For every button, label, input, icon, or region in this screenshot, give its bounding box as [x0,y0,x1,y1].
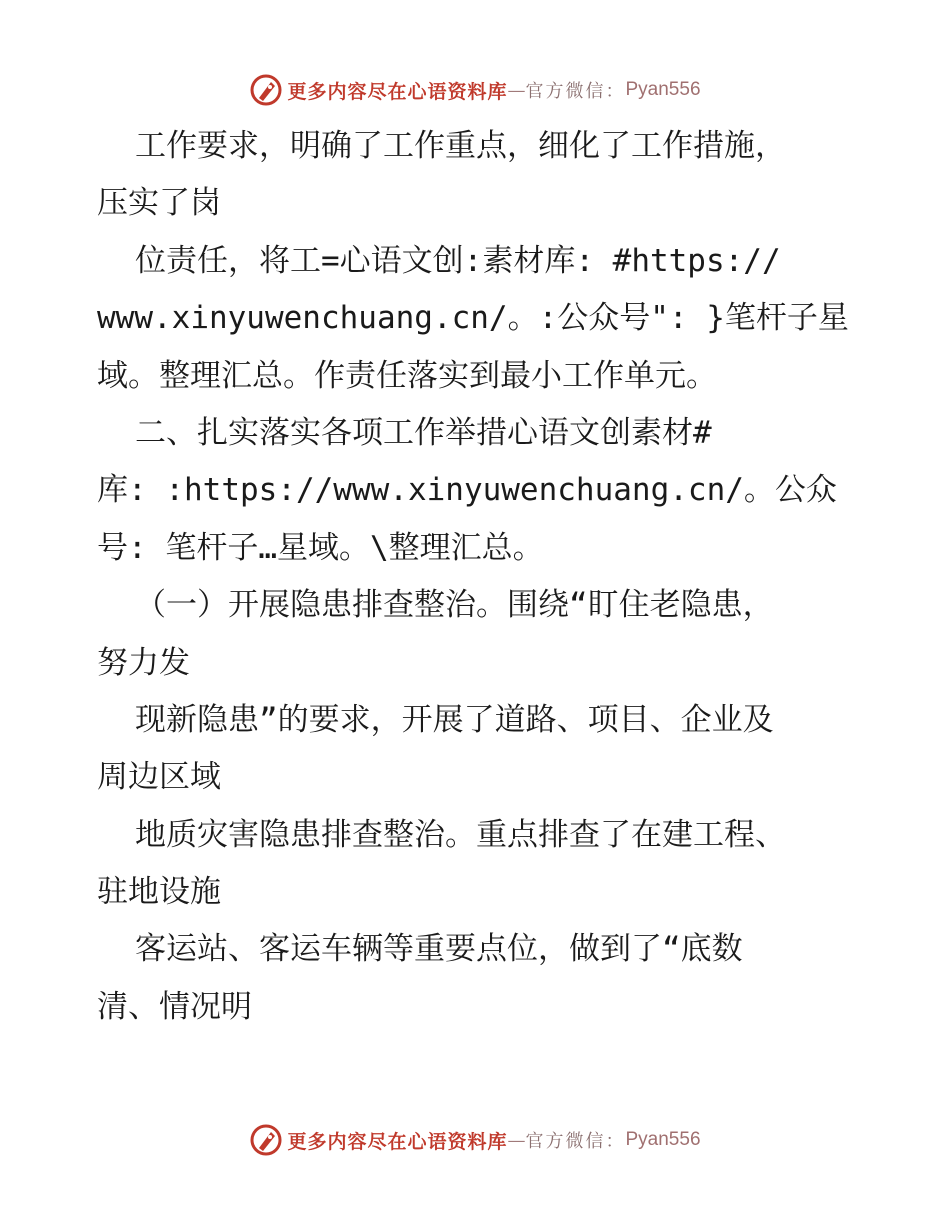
text-line: 地质灾害隐患排查整治。重点排查了在建工程、 [135,816,786,853]
banner-wechat-label: 官方微信： [525,81,626,102]
text-line: 现新隐患”的要求，开展了道路、项目、企业及 [135,701,774,738]
text-line: 清、情况明 [97,988,252,1025]
text-line: 驻地设施 [97,874,221,911]
banner-separator: — [507,79,526,101]
text-line: 号: 笔杆子…星域。\整理汇总。 [97,529,544,566]
text-line: 努力发 [97,644,190,681]
text-line: 周边区域 [97,759,221,796]
pen-nib-circle-icon [249,1123,283,1157]
banner-wechat-id: Pyan556 [625,1129,701,1150]
footer-banner [0,1120,950,1160]
text-line: 二、扎实落实各项工作举措心语文创素材# [135,414,712,451]
text-line: 压实了岗 [97,185,221,222]
header-banner [0,70,950,110]
text-line: 域。整理汇总。作责任落实到最小工作单元。 [97,357,717,394]
banner-wechat-id: Pyan556 [625,79,701,100]
document-body [97,118,887,1036]
banner-promo-text: 更多内容尽在心语资料库 [287,1130,508,1153]
banner-promo-text: 更多内容尽在心语资料库 [287,80,508,103]
text-line: 位责任，将工=心语文创:素材库: #https:// [135,242,781,279]
text-line: www.xinyuwenchuang.cn/。:公众号": }笔杆子星 [97,300,849,337]
text-line: 工作要求，明确了工作重点，细化了工作措施， [135,128,786,164]
banner-wechat-label: 官方微信： [525,1131,626,1152]
pen-nib-circle-icon [249,73,283,107]
text-line: 库: :https://www.xinyuwenchuang.cn/。公众 [97,472,837,509]
text-line: （一）开展隐患排查整治。围绕“盯住老隐患， [135,587,774,624]
banner-separator: — [507,1129,526,1151]
text-line: 客运站、客运车辆等重要点位，做到了“底数 [135,931,743,968]
